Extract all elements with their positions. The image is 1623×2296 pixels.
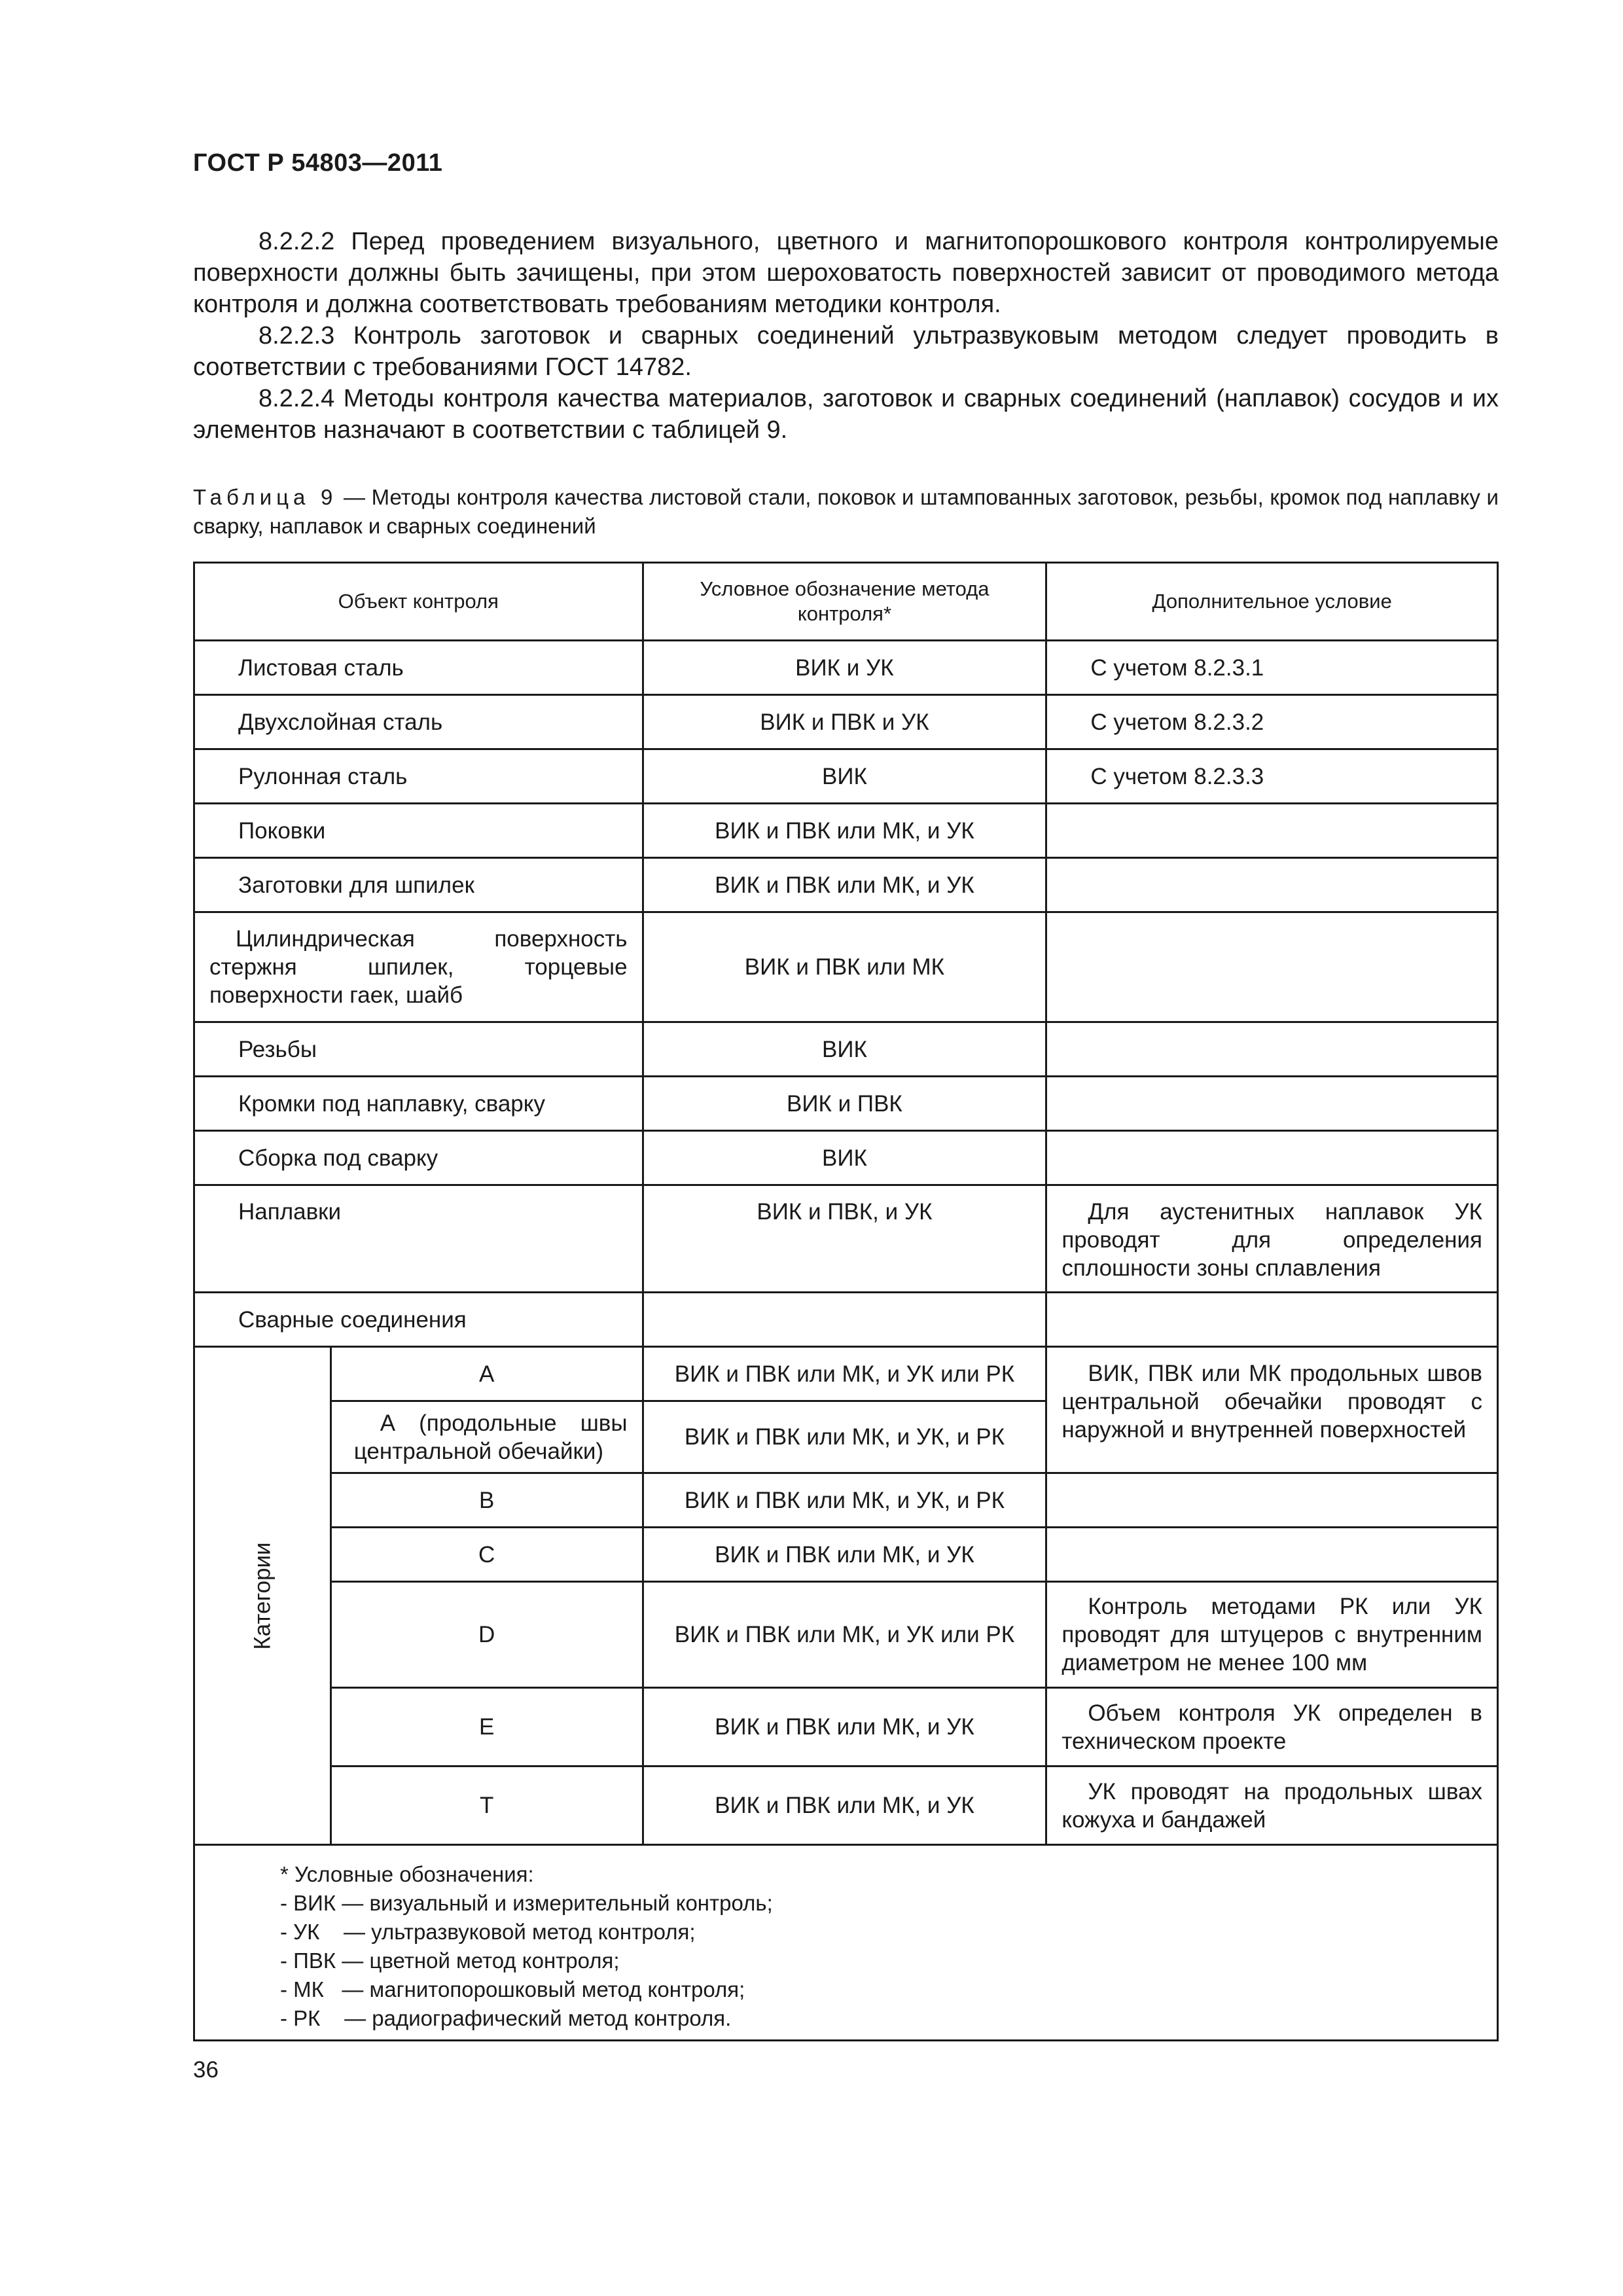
category-a-condition: ВИК, ПВК или МК продольных швов центральной обечайки проводят с наружной и внутренней поверхностей: [1046, 1347, 1498, 1473]
method-cell: ВИК: [643, 1131, 1046, 1185]
table-row: [194, 1185, 1498, 1293]
category-condition: Контроль методами РК или УК проводят для штуцеров с внутренним диаметром не менее 100 мм: [1046, 1582, 1498, 1688]
table-row: [194, 695, 1498, 749]
condition-cell: [1046, 1131, 1498, 1185]
category-method: ВИК и ПВК или МК, и УК: [643, 1767, 1046, 1845]
object-cell: Кромки под наплавку, сварку: [194, 1077, 643, 1131]
table-row: [194, 1077, 1498, 1131]
table-header-row: [194, 563, 1498, 641]
method-cell: ВИК и ПВК или МК, и УК: [643, 858, 1046, 912]
method-cell: ВИК и ПВК или МК: [643, 912, 1046, 1022]
body-text: [193, 226, 1499, 446]
condition-cell: С учетом 8.2.3.1: [1046, 641, 1498, 695]
category-row: [194, 1528, 1498, 1582]
note-line: - ПВК — цветной метод контроля;: [280, 1948, 620, 1973]
condition-cell: С учетом 8.2.3.2: [1046, 695, 1498, 749]
table-row: [194, 912, 1498, 1022]
method-cell: ВИК и ПВК, и УК: [643, 1185, 1046, 1293]
category-condition: УК проводят на продольных швах кожуха и бандажей: [1046, 1767, 1498, 1845]
page-number: 36: [193, 2057, 219, 2083]
category-name: Т: [330, 1767, 643, 1845]
category-name: D: [330, 1582, 643, 1688]
methods-table: [193, 562, 1499, 2041]
table-row: [194, 749, 1498, 804]
header-condition: Дополнительное условие: [1046, 563, 1498, 641]
category-row: [194, 1582, 1498, 1688]
category-method: ВИК и ПВК или МК, и УК или РК: [643, 1582, 1046, 1688]
object-cell: Сварные соединения: [194, 1293, 643, 1347]
category-name: А: [330, 1347, 643, 1401]
category-condition: [1046, 1528, 1498, 1582]
paragraph-8-2-2-2: 8.2.2.2 Перед проведением визуального, цветного и магнитопорошкового контроля контролируемые поверхности должны быть зачищены, при этом шероховатость поверхностей зависит от проводимого метода контроля и должна соответствовать требованиям методики контроля.: [193, 228, 1499, 318]
categories-label: Категории: [249, 1541, 276, 1650]
category-row: [194, 1473, 1498, 1528]
category-method: ВИК и ПВК или МК, и УК, и РК: [643, 1473, 1046, 1528]
category-method: ВИК и ПВК или МК, и УК: [643, 1688, 1046, 1767]
category-row: [194, 1767, 1498, 1845]
condition-cell: Для аустенитных наплавок УК проводят для определения сплошности зоны сплавления: [1046, 1185, 1498, 1293]
object-cell: Заготовки для шпилек: [194, 858, 643, 912]
condition-cell: [1046, 858, 1498, 912]
object-cell: Двухслойная сталь: [194, 695, 643, 749]
condition-cell: [1046, 1022, 1498, 1077]
category-condition: Объем контроля УК определен в техническом проекте: [1046, 1688, 1498, 1767]
category-name: А (продольные швы центральной обечайки): [330, 1401, 643, 1473]
notes-row: [194, 1845, 1498, 2041]
table-row: [194, 804, 1498, 858]
table-caption-text: — Методы контроля качества листовой стали, поковок и штампованных заготовок, резьбы, кромок под наплавку и сварку, наплавок и сварных соединений: [193, 485, 1499, 538]
condition-cell: С учетом 8.2.3.3: [1046, 749, 1498, 804]
method-cell: ВИК и УК: [643, 641, 1046, 695]
note-line: - РК — радиографический метод контроля.: [280, 2006, 732, 2030]
method-cell: ВИК: [643, 749, 1046, 804]
table-row: [194, 858, 1498, 912]
method-cell: [643, 1293, 1046, 1347]
object-cell: Цилиндрическая поверхность стержня шпилек, торцевые поверхности гаек, шайб: [194, 912, 643, 1022]
object-cell: Поковки: [194, 804, 643, 858]
header-object: Объект контроля: [194, 563, 643, 641]
category-method: ВИК и ПВК или МК, и УК: [643, 1528, 1046, 1582]
condition-cell: [1046, 912, 1498, 1022]
object-cell: Сборка под сварку: [194, 1131, 643, 1185]
table-row: [194, 1131, 1498, 1185]
method-cell: ВИК и ПВК и УК: [643, 695, 1046, 749]
method-cell: ВИК и ПВК: [643, 1077, 1046, 1131]
category-method: ВИК и ПВК или МК, и УК, и РК: [643, 1401, 1046, 1473]
category-row: [194, 1347, 1498, 1401]
object-cell: Рулонная сталь: [194, 749, 643, 804]
paragraph-8-2-2-4: 8.2.2.4 Методы контроля качества материалов, заготовок и сварных соединений (наплавок) сосудов и их элементов назначают в соответствии с таблицей 9.: [193, 385, 1499, 444]
category-row: [194, 1688, 1498, 1767]
table-row: [194, 641, 1498, 695]
note-line: - УК — ультразвуковой метод контроля;: [280, 1920, 696, 1944]
table-caption: [193, 483, 1499, 541]
object-cell: Наплавки: [194, 1185, 643, 1293]
category-name: С: [330, 1528, 643, 1582]
document-header: ГОСТ Р 54803—2011: [193, 149, 443, 177]
categories-label-cell: [194, 1347, 331, 1845]
note-line: - ВИК — визуальный и измерительный контроль;: [280, 1891, 773, 1915]
table-row: [194, 1022, 1498, 1077]
note-line: - МК — магнитопорошковый метод контроля;: [280, 1977, 745, 2001]
category-name: Е: [330, 1688, 643, 1767]
note-line: * Условные обозначения:: [280, 1862, 534, 1886]
condition-cell: [1046, 1077, 1498, 1131]
header-method: Условное обозначение метода контроля*: [643, 563, 1046, 641]
category-method: ВИК и ПВК или МК, и УК или РК: [643, 1347, 1046, 1401]
method-cell: ВИК: [643, 1022, 1046, 1077]
condition-cell: [1046, 804, 1498, 858]
table-row: [194, 1293, 1498, 1347]
object-cell: Листовая сталь: [194, 641, 643, 695]
object-cell: Резьбы: [194, 1022, 643, 1077]
method-cell: ВИК и ПВК или МК, и УК: [643, 804, 1046, 858]
category-condition: [1046, 1473, 1498, 1528]
table-caption-label: Таблица 9: [193, 485, 338, 509]
category-name: В: [330, 1473, 643, 1528]
condition-cell: [1046, 1293, 1498, 1347]
table-notes: [194, 1845, 1498, 2041]
paragraph-8-2-2-3: 8.2.2.3 Контроль заготовок и сварных соединений ультразвуковым методом следует проводить в соответствии с требованиями ГОСТ 14782.: [193, 322, 1499, 381]
